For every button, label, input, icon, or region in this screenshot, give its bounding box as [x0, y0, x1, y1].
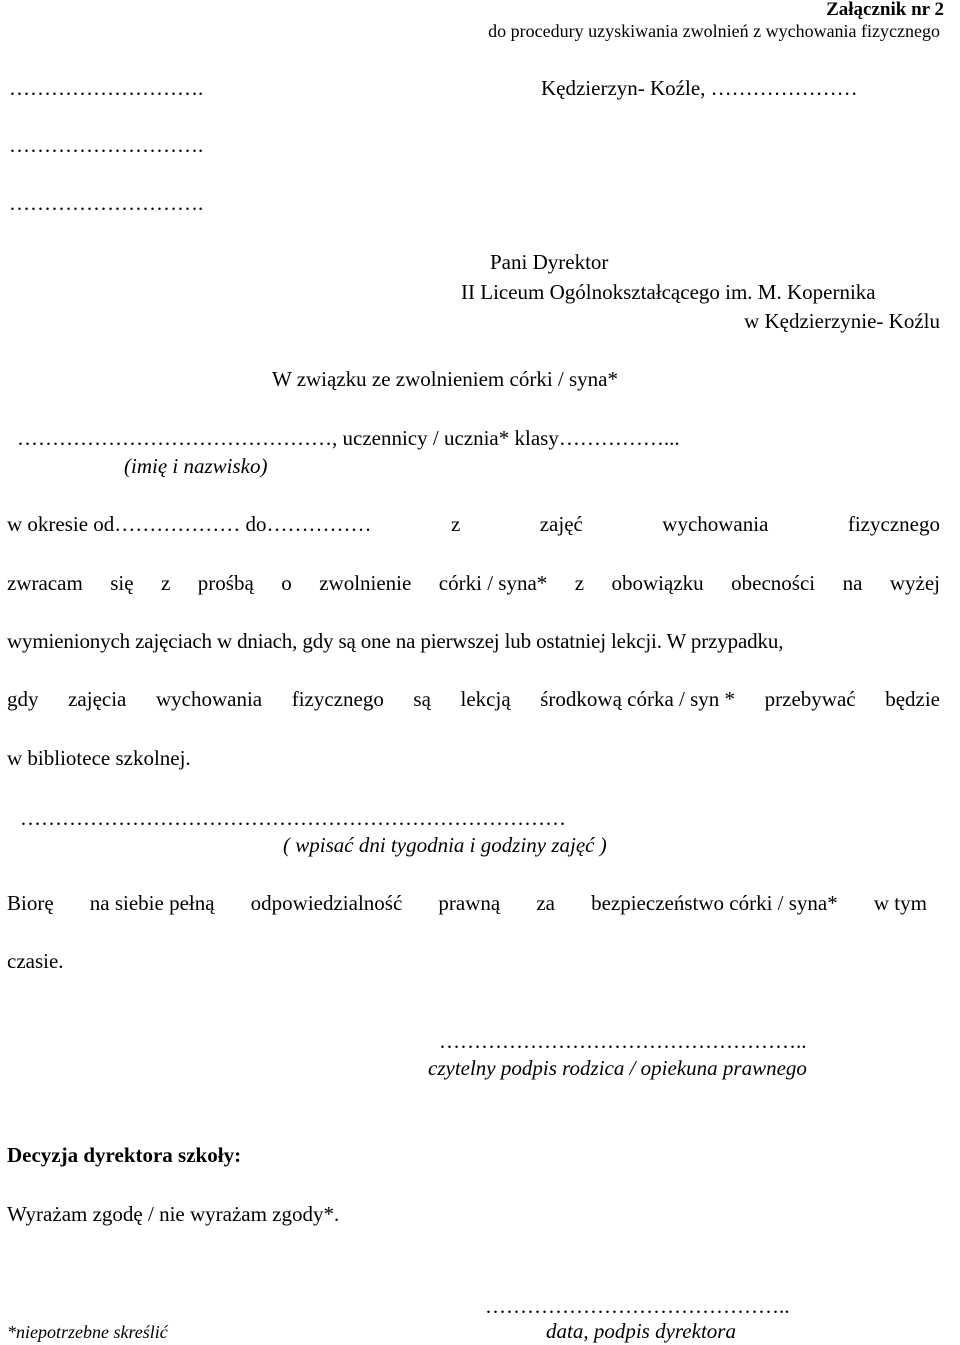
para-word: obecności	[731, 571, 816, 595]
place-date-line: Kędzierzyn- Koźle, …………………	[541, 76, 858, 100]
recipient-line-2: II Liceum Ogólnokształcącego im. M. Kopernika	[461, 280, 876, 304]
para-word: wyżej	[889, 571, 940, 595]
sender-line-2: ……………………….	[9, 133, 204, 157]
resp-word: w tym	[873, 891, 927, 915]
para-word: wychowania	[155, 687, 263, 711]
attachment-subtitle: do procedury uzyskiwania zwolnień z wychowania fizycznego	[488, 21, 940, 41]
period-word: w okresie od……………… do……………	[7, 512, 372, 536]
para1-line-4: w bibliotece szkolnej.	[7, 746, 191, 770]
period-word: z	[450, 512, 461, 536]
student-name-caption: (imię i nazwisko)	[124, 454, 268, 478]
para-word: na	[842, 571, 863, 595]
decision-text: Wyrażam zgodę / nie wyrażam zgody*.	[7, 1202, 340, 1226]
parent-signature-caption: czytelny podpis rodzica / opiekuna prawnego	[428, 1056, 807, 1080]
recipient-line-3: w Kędzierzynie- Koźlu	[744, 309, 940, 333]
para-word: o	[281, 571, 292, 595]
footnote: *niepotrzebne skreślić	[7, 1322, 168, 1342]
director-signature-line: ……………………………………..	[485, 1294, 790, 1318]
para1-line-1	[7, 573, 940, 594]
resp-word: na siebie pełną	[89, 891, 215, 915]
period-word: fizycznego	[847, 512, 940, 536]
resp-word: prawną	[438, 891, 501, 915]
period-word: wychowania	[662, 512, 769, 536]
para1-line-2: wymienionych zajęciach w dniach, gdy są one na pierwszej lub ostatniej lekcji. W przypadku,	[7, 629, 784, 653]
attachment-title: Załącznik nr 2	[826, 0, 944, 20]
responsibility-line-2: czasie.	[7, 949, 64, 973]
parent-signature-line: ……………………………………………..	[439, 1029, 807, 1053]
para-word: gdy	[7, 687, 39, 711]
resp-word: za	[536, 891, 555, 915]
para-word: środkową córka / syn *	[540, 687, 736, 711]
para-word: przebywać	[764, 687, 856, 711]
para-word: obowiązku	[611, 571, 704, 595]
sender-line-1: ……………………….	[9, 76, 204, 100]
para-word: zajęcia	[68, 687, 127, 711]
director-signature-caption: data, podpis dyrektora	[546, 1319, 736, 1343]
responsibility-line-1	[7, 893, 927, 914]
para-word: córki / syna*	[438, 571, 548, 595]
resp-word: bezpieczeństwo córki / syna*	[591, 891, 838, 915]
period-word: zajęć	[539, 512, 583, 536]
para-word: zwracam	[7, 571, 83, 595]
intro-line: W związku ze zwolnieniem córki / syna*	[272, 367, 618, 391]
para-word: fizycznego	[291, 687, 384, 711]
student-line: ………………………………………, uczennicy / ucznia* klasy……………...	[17, 426, 680, 450]
days-dotted-line: ……………………………………………………………………	[20, 806, 566, 830]
para-word: prośbą	[197, 571, 254, 595]
para-word: są	[413, 687, 431, 711]
resp-word: odpowiedzialność	[250, 891, 403, 915]
days-caption: ( wpisać dni tygodnia i godziny zajęć )	[283, 833, 607, 857]
para1-line-3	[7, 689, 940, 710]
para-word: się	[110, 571, 134, 595]
para-word: będzie	[885, 687, 940, 711]
para-word: z	[161, 571, 171, 595]
recipient-line-1: Pani Dyrektor	[490, 250, 609, 274]
decision-heading: Decyzja dyrektora szkoły:	[7, 1143, 242, 1167]
period-line	[7, 514, 940, 535]
sender-line-3: ……………………….	[9, 191, 204, 215]
resp-word: Biorę	[7, 891, 54, 915]
para-word: z	[574, 571, 585, 595]
para-word: zwolnienie	[319, 571, 412, 595]
para-word: lekcją	[460, 687, 511, 711]
